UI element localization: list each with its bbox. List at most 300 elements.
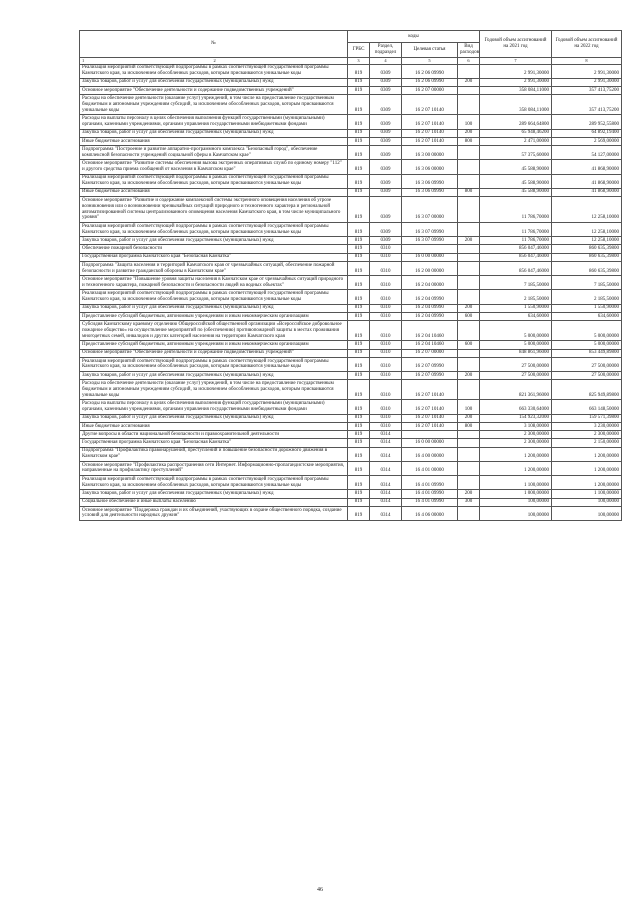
cell-name: Расходы на выплаты персоналу в целях обеспечения выполнения функций государственными (муниципальными) органами, казенными учреждениями, органами управления государственными внебюджетными фондами — [80, 400, 348, 414]
cell-amount-2022: 3 230,00000 — [552, 422, 622, 430]
cell-amount-2021: 100,00000 — [480, 498, 552, 506]
cell-name: Расходы на обеспечение деятельности (оказание услуг) учреждений, в том числе на предоставление государственным бюджетным и автономным учреждениям субсидий, за исключением обособленных расходов, которым присваиваются уникальные коды — [80, 380, 348, 400]
cell-razdel: 0309 — [370, 174, 402, 188]
cell-target-article: 16 3 06 09990 — [402, 174, 458, 188]
col-num: 3 — [348, 57, 370, 64]
header-csr: Целевая статья — [402, 43, 458, 57]
cell-razdel: 0309 — [370, 160, 402, 174]
cell-razdel: 0310 — [370, 290, 402, 304]
cell-target-article: 16 2 04 10460 — [402, 341, 458, 349]
cell-name: Государственная программа Камчатского края "Безопасная Камчатка" — [80, 439, 348, 447]
cell-razdel: 0310 — [370, 380, 402, 400]
table-row — [80, 188, 622, 196]
cell-grbs: 819 — [348, 137, 370, 145]
cell-target-article: 16 2 07 10140 — [402, 137, 458, 145]
cell-amount-2021: 45 588,90000 — [480, 160, 552, 174]
cell-name: Предоставление субсидий бюджетным, автономным учреждениям и иным некоммерческим организациям — [80, 341, 348, 349]
cell-name: Подпрограмма "Защита населения и территорий Камчатского края от чрезвычайных ситуаций, обеспечение пожарной безопасности и развитие гражданской обороны в Камчатском крае" — [80, 262, 348, 276]
cell-target-article: 16 2 04 00000 — [402, 276, 458, 290]
cell-expense-type — [458, 290, 480, 304]
cell-amount-2021: 848 861,96000 — [480, 349, 552, 357]
table-row — [80, 414, 622, 422]
cell-target-article: 16 2 06 09990 — [402, 78, 458, 86]
cell-expense-type: 600 — [458, 312, 480, 320]
cell-expense-type: 200 — [458, 237, 480, 245]
cell-target-article: 16 2 04 09990 — [402, 304, 458, 312]
cell-name: Иные бюджетные ассигнования — [80, 188, 348, 196]
header-razdel: Раздел, подраздел — [370, 43, 402, 57]
table-row — [80, 321, 622, 341]
cell-amount-2021: 1 200,00000 — [480, 447, 552, 461]
cell-grbs: 819 — [348, 64, 370, 78]
table-row — [80, 87, 622, 95]
cell-amount-2022: 41 868,90000 — [552, 188, 622, 196]
table-row — [80, 506, 622, 520]
cell-grbs: 819 — [348, 357, 370, 371]
cell-amount-2021: 11 786,70000 — [480, 197, 552, 223]
table-row — [80, 312, 622, 320]
cell-amount-2022: 41 868,90000 — [552, 174, 622, 188]
cell-amount-2022: 853 449,89800 — [552, 349, 622, 357]
cell-target-article: 16 4 01 09990 — [402, 490, 458, 498]
col-num: 5 — [402, 57, 458, 64]
cell-name: Предоставление субсидий бюджетным, автономным учреждениям и иным некоммерческим организациям — [80, 312, 348, 320]
cell-expense-type — [458, 146, 480, 160]
cell-amount-2021: 11 786,70000 — [480, 237, 552, 245]
cell-grbs: 819 — [348, 87, 370, 95]
cell-amount-2022: 860 635,39800 — [552, 262, 622, 276]
cell-amount-2022: 27 500,00000 — [552, 357, 622, 371]
cell-grbs: 819 — [348, 174, 370, 188]
cell-amount-2021: 634,60000 — [480, 312, 552, 320]
cell-razdel: 0309 — [370, 137, 402, 145]
table-row — [80, 490, 622, 498]
table-row — [80, 174, 622, 188]
cell-expense-type — [458, 245, 480, 253]
cell-amount-2022: 27 500,00000 — [552, 372, 622, 380]
cell-amount-2021: 2 991,30000 — [480, 64, 552, 78]
table-row — [80, 422, 622, 430]
cell-amount-2021: 1 100,00000 — [480, 476, 552, 490]
cell-grbs: 819 — [348, 146, 370, 160]
cell-name: Основное мероприятие "Обеспечение деятельности и содержание подведомственных учреждений" — [80, 349, 348, 357]
cell-grbs: 819 — [348, 461, 370, 475]
col-num: 4 — [370, 57, 402, 64]
cell-expense-type: 200 — [458, 78, 480, 86]
cell-razdel: 0310 — [370, 304, 402, 312]
cell-name: Иные бюджетные ассигнования — [80, 422, 348, 430]
cell-amount-2022: 5 000,00000 — [552, 321, 622, 341]
cell-grbs: 819 — [348, 321, 370, 341]
cell-target-article: 16 4 06 00000 — [402, 506, 458, 520]
cell-amount-2022: 100,00000 — [552, 498, 622, 506]
cell-razdel: 0310 — [370, 357, 402, 371]
cell-amount-2022: 12 258,10000 — [552, 237, 622, 245]
cell-amount-2022: 159 571,39800 — [552, 414, 622, 422]
table-row — [80, 223, 622, 237]
cell-amount-2022: 2 300,00000 — [552, 431, 622, 439]
cell-target-article: 16 2 07 10140 — [402, 400, 458, 414]
cell-expense-type — [458, 262, 480, 276]
table-row — [80, 439, 622, 447]
cell-target-article: 16 3 06 09990 — [402, 188, 458, 196]
cell-grbs: 819 — [348, 447, 370, 461]
cell-razdel: 0310 — [370, 262, 402, 276]
cell-amount-2021: 289 664,64800 — [480, 115, 552, 129]
cell-razdel: 0314 — [370, 476, 402, 490]
header-2022: Годовой объем ассигнований на 2022 год — [552, 31, 622, 58]
cell-grbs: 819 — [348, 476, 370, 490]
cell-expense-type — [458, 461, 480, 475]
budget-sheet — [79, 30, 621, 521]
cell-grbs: 819 — [348, 129, 370, 137]
cell-target-article: 16 2 04 10460 — [402, 321, 458, 341]
col-num: 7 — [480, 57, 552, 64]
col-num: 8 — [552, 57, 622, 64]
col-num: 6 — [458, 57, 480, 64]
table-row — [80, 290, 622, 304]
cell-grbs: 819 — [348, 400, 370, 414]
cell-amount-2021: 5 000,00000 — [480, 341, 552, 349]
cell-amount-2022: 1 200,00000 — [552, 476, 622, 490]
cell-name: Обеспечение пожарной безопасности — [80, 245, 348, 253]
header-2021: Годовой объем ассигнований на 2021 год — [480, 31, 552, 58]
cell-grbs: 819 — [348, 95, 370, 115]
cell-target-article — [402, 245, 458, 253]
cell-grbs: 819 — [348, 276, 370, 290]
table-row — [80, 95, 622, 115]
cell-amount-2021: 1 000,00000 — [480, 490, 552, 498]
cell-name: Расходы на обеспечение деятельности (оказание услуг) учреждений, в том числе на предоставление государственным бюджетным и автономным учреждениям субсидий, за исключением обособленных расходов, которым присваиваются уникальные коды — [80, 95, 348, 115]
cell-expense-type — [458, 357, 480, 371]
cell-razdel: 0314 — [370, 431, 402, 439]
cell-amount-2021: 1 200,00000 — [480, 461, 552, 475]
cell-amount-2021: 57 375,60000 — [480, 146, 552, 160]
cell-amount-2022: 825 949,89800 — [552, 380, 622, 400]
table-row — [80, 115, 622, 129]
cell-grbs: 819 — [348, 372, 370, 380]
cell-amount-2022: 634,60000 — [552, 312, 622, 320]
cell-amount-2021: 358 084,11000 — [480, 95, 552, 115]
cell-razdel: 0314 — [370, 490, 402, 498]
cell-target-article: 16 3 07 09990 — [402, 223, 458, 237]
cell-target-article: 16 2 07 00000 — [402, 87, 458, 95]
cell-grbs: 819 — [348, 439, 370, 447]
cell-amount-2021: 358 084,11000 — [480, 87, 552, 95]
cell-name: Закупка товаров, работ и услуг для обеспечения государственных (муниципальных) нужд — [80, 490, 348, 498]
cell-razdel: 0309 — [370, 223, 402, 237]
cell-amount-2022: 663 148,50000 — [552, 400, 622, 414]
cell-expense-type — [458, 506, 480, 520]
cell-expense-type: 100 — [458, 400, 480, 414]
cell-name: Социальное обеспечение и иные выплаты населению — [80, 498, 348, 506]
cell-expense-type — [458, 64, 480, 78]
table-row — [80, 498, 622, 506]
cell-razdel: 0309 — [370, 78, 402, 86]
cell-expense-type — [458, 349, 480, 357]
cell-amount-2021: 2 300,00000 — [480, 439, 552, 447]
cell-expense-type — [458, 95, 480, 115]
cell-razdel: 0310 — [370, 400, 402, 414]
cell-razdel: 0309 — [370, 197, 402, 223]
cell-expense-type — [458, 253, 480, 261]
cell-razdel: 0310 — [370, 422, 402, 430]
table-row — [80, 146, 622, 160]
cell-amount-2021: 7 185,50000 — [480, 276, 552, 290]
cell-name: Подпрограмма "Построение и развитие аппаратно-программного комплекса "Безопасный город", обеспечение комплексной безопасности учреждений социальной сферы в Камчатском крае" — [80, 146, 348, 160]
cell-name: Закупка товаров, работ и услуг для обеспечения государственных (муниципальных) нужд — [80, 414, 348, 422]
cell-grbs: 819 — [348, 422, 370, 430]
cell-amount-2022: 12 258,10000 — [552, 223, 622, 237]
cell-grbs: 819 — [348, 78, 370, 86]
cell-target-article: 16 2 07 10140 — [402, 414, 458, 422]
cell-expense-type: 600 — [458, 341, 480, 349]
cell-razdel: 0310 — [370, 253, 402, 261]
cell-name: Реализация мероприятий соответствующей подпрограммы в рамках соответствующей государственной программы Камчатского края, за исключением обособленных расходов, которым присваиваются уникальные коды — [80, 476, 348, 490]
table-row — [80, 245, 622, 253]
cell-razdel: 0309 — [370, 87, 402, 95]
cell-expense-type: 200 — [458, 490, 480, 498]
cell-expense-type — [458, 174, 480, 188]
cell-razdel: 0309 — [370, 237, 402, 245]
cell-name: Основное мероприятие "Развитие и содержание комплексной системы экстренного оповещения населения об угрозе возникновения или о возникновении чрезвычайных ситуаций природного и техногенного характера и региональной автоматизированной системы централизованного оповещения населения Камчатского края, в том числе муниципального уровня" — [80, 197, 348, 223]
cell-amount-2022: 1 550,90000 — [552, 304, 622, 312]
cell-amount-2021: 856 047,46000 — [480, 262, 552, 276]
cell-amount-2022: 2 150,00000 — [552, 439, 622, 447]
cell-expense-type: 200 — [458, 372, 480, 380]
cell-amount-2022: 1 100,00000 — [552, 490, 622, 498]
page-number: 46 — [317, 887, 323, 893]
cell-target-article: 16 2 07 10140 — [402, 380, 458, 400]
table-row — [80, 64, 622, 78]
cell-target-article: 16 2 07 10140 — [402, 95, 458, 115]
cell-target-article: 16 2 04 09990 — [402, 290, 458, 304]
table-row — [80, 304, 622, 312]
cell-razdel: 0309 — [370, 129, 402, 137]
cell-grbs: 819 — [348, 431, 370, 439]
cell-grbs: 819 — [348, 506, 370, 520]
cell-target-article: 16 2 06 09990 — [402, 64, 458, 78]
table-row — [80, 461, 622, 475]
table-row — [80, 400, 622, 414]
cell-target-article: 16 0 00 00000 — [402, 253, 458, 261]
cell-expense-type — [458, 160, 480, 174]
table-row — [80, 357, 622, 371]
table-row — [80, 237, 622, 245]
cell-grbs: 819 — [348, 223, 370, 237]
cell-name: Основное мероприятие "Профилактика распространения сети Интернет. Информационно-пропагандистские мероприятия, направленные на профилактику преступлений" — [80, 461, 348, 475]
cell-amount-2021: 856 047,46000 — [480, 253, 552, 261]
cell-amount-2022: 7 185,50000 — [552, 276, 622, 290]
header-grbs: ГРБС — [348, 43, 370, 57]
cell-expense-type — [458, 321, 480, 341]
cell-name: Реализация мероприятий соответствующей подпрограммы в рамках соответствующей государственной программы Камчатского края, за исключением обособленных расходов, которым присваиваются уникальные коды — [80, 223, 348, 237]
cell-amount-2021: 2 185,50000 — [480, 290, 552, 304]
cell-expense-type — [458, 380, 480, 400]
cell-name: Подпрограмма "Профилактика правонарушений, преступлений и повышение безопасности дорожного движения в Камчатском крае" — [80, 447, 348, 461]
cell-razdel: 0309 — [370, 64, 402, 78]
cell-name: Реализация мероприятий соответствующей подпрограммы в рамках соответствующей государственной программы Камчатского края, за исключением обособленных расходов, которым присваиваются уникальные коды — [80, 357, 348, 371]
cell-target-article: 16 2 07 09990 — [402, 357, 458, 371]
cell-amount-2021: 154 923,32000 — [480, 414, 552, 422]
cell-name: Реализация мероприятий соответствующей подпрограммы в рамках соответствующей государственной программы Камчатского края, за исключением обособленных расходов, которым присваиваются уникальные коды — [80, 64, 348, 78]
cell-name: Основное мероприятие "Развитие системы обеспечения вызова экстренных оперативных служб по единому номеру "112" и другого средства приема сообщений от населения в Камчатском крае" — [80, 160, 348, 174]
cell-grbs: 819 — [348, 237, 370, 245]
cell-target-article: 16 0 00 00000 — [402, 439, 458, 447]
cell-name: Закупка товаров, работ и услуг для обеспечения государственных (муниципальных) нужд — [80, 372, 348, 380]
header-codes: коды — [348, 31, 480, 43]
cell-expense-type: 800 — [458, 137, 480, 145]
cell-expense-type: 100 — [458, 115, 480, 129]
cell-amount-2021: 856 047,46000 — [480, 245, 552, 253]
cell-expense-type: 800 — [458, 188, 480, 196]
cell-grbs: 819 — [348, 312, 370, 320]
cell-amount-2022: 2 991,30000 — [552, 64, 622, 78]
cell-amount-2021: 3 108,00000 — [480, 422, 552, 430]
cell-name: Основное мероприятие "Поддержка граждан и их объединений, участвующих в охране общественного порядка, создание условий для деятельности народных дружин" — [80, 506, 348, 520]
cell-amount-2022: 860 635,39800 — [552, 245, 622, 253]
cell-grbs: 819 — [348, 253, 370, 261]
table-row — [80, 372, 622, 380]
cell-expense-type — [458, 431, 480, 439]
cell-expense-type — [458, 476, 480, 490]
cell-amount-2021: 5 000,00000 — [480, 321, 552, 341]
cell-razdel: 0309 — [370, 188, 402, 196]
cell-amount-2021: 11 786,70000 — [480, 223, 552, 237]
cell-amount-2021: 1 550,90000 — [480, 304, 552, 312]
cell-expense-type — [458, 447, 480, 461]
cell-amount-2022: 1 200,00000 — [552, 461, 622, 475]
cell-grbs: 819 — [348, 160, 370, 174]
cell-target-article: 16 2 04 09990 — [402, 312, 458, 320]
cell-expense-type — [458, 197, 480, 223]
cell-expense-type: 300 — [458, 498, 480, 506]
cell-amount-2021: 821 361,96000 — [480, 380, 552, 400]
table-row — [80, 476, 622, 490]
cell-name: Государственная программа Камчатского края "Безопасная Камчатка" — [80, 253, 348, 261]
cell-grbs: 819 — [348, 197, 370, 223]
table-body — [80, 64, 622, 520]
cell-amount-2021: 2 991,30000 — [480, 78, 552, 86]
table-row — [80, 129, 622, 137]
cell-amount-2022: 289 952,55800 — [552, 115, 622, 129]
cell-razdel: 0314 — [370, 439, 402, 447]
table-row — [80, 137, 622, 145]
cell-expense-type: 200 — [458, 304, 480, 312]
cell-target-article: 16 2 07 10140 — [402, 422, 458, 430]
cell-target-article: 16 2 07 10140 — [402, 115, 458, 129]
table-row — [80, 380, 622, 400]
cell-name: Закупка товаров, работ и услуг для обеспечения государственных (муниципальных) нужд — [80, 237, 348, 245]
cell-name: Реализация мероприятий соответствующей подпрограммы в рамках соответствующей государственной программы Камчатского края, за исключением обособленных расходов, которым присваиваются уникальные коды — [80, 174, 348, 188]
cell-expense-type: 800 — [458, 422, 480, 430]
cell-name: Иные бюджетные ассигнования — [80, 137, 348, 145]
cell-name: Реализация мероприятий соответствующей подпрограммы в рамках соответствующей государственной программы Камчатского края, за исключением обособленных расходов, которым присваиваются уникальные коды — [80, 290, 348, 304]
cell-razdel: 0314 — [370, 498, 402, 506]
cell-grbs: 819 — [348, 115, 370, 129]
col-num: 1 2 — [80, 57, 348, 64]
cell-target-article: 16 3 00 00000 — [402, 146, 458, 160]
cell-amount-2021: 65 948,46200 — [480, 129, 552, 137]
cell-amount-2022: 41 868,90000 — [552, 160, 622, 174]
table-row — [80, 262, 622, 276]
cell-name: Закупка товаров, работ и услуг для обеспечения государственных (муниципальных) нужд — [80, 78, 348, 86]
cell-amount-2021: 27 500,00000 — [480, 372, 552, 380]
cell-expense-type: 200 — [458, 414, 480, 422]
cell-razdel: 0310 — [370, 245, 402, 253]
cell-name: Другие вопросы в области национальной безопасности и правоохранительной деятельности — [80, 431, 348, 439]
table-row — [80, 349, 622, 357]
cell-razdel: 0310 — [370, 372, 402, 380]
cell-razdel: 0309 — [370, 146, 402, 160]
cell-razdel: 0314 — [370, 506, 402, 520]
cell-name: Закупка товаров, работ и услуг для обеспечения государственных (муниципальных) нужд — [80, 129, 348, 137]
cell-amount-2021: 27 500,00000 — [480, 357, 552, 371]
cell-grbs: 819 — [348, 245, 370, 253]
cell-name: Субсидия Камчатскому краевому отделению Общероссийской общественной организации «Всероссийское добровольное пожарное общество» на осуществление мероприятий по (обеспечению) противопожарной защиты в местах проживания многодетных семей, инвалидов и других категорий населения на территории Камчатского края — [80, 321, 348, 341]
cell-amount-2021: 663 330,64000 — [480, 400, 552, 414]
cell-amount-2022: 860 635,39800 — [552, 253, 622, 261]
cell-target-article: 16 2 00 00000 — [402, 262, 458, 276]
header-vr: Вид расходов — [458, 43, 480, 57]
cell-amount-2022: 357 413,75200 — [552, 87, 622, 95]
table-row — [80, 160, 622, 174]
table-row — [80, 431, 622, 439]
cell-amount-2021: 45 588,90000 — [480, 174, 552, 188]
cell-amount-2022: 2 991,30000 — [552, 78, 622, 86]
cell-razdel: 0310 — [370, 349, 402, 357]
cell-target-article: 16 2 07 00000 — [402, 349, 458, 357]
cell-grbs: 819 — [348, 188, 370, 196]
cell-expense-type: 200 — [458, 129, 480, 137]
table-row — [80, 253, 622, 261]
cell-amount-2021: 2 471,00000 — [480, 137, 552, 145]
cell-grbs: 819 — [348, 490, 370, 498]
cell-razdel: 0310 — [370, 276, 402, 290]
cell-name: Расходы на выплаты персоналу в целях обеспечения выполнения функций государственными (муниципальными) органами, казенными учреждениями, органами управления государственными внебюджетными фондами — [80, 115, 348, 129]
cell-target-article: 16 2 07 10140 — [402, 129, 458, 137]
budget-table — [79, 30, 622, 521]
cell-razdel: 0314 — [370, 461, 402, 475]
cell-grbs: 819 — [348, 498, 370, 506]
table-row — [80, 197, 622, 223]
cell-target-article: 16 3 07 00000 — [402, 197, 458, 223]
cell-expense-type — [458, 223, 480, 237]
cell-amount-2022: 54 127,00000 — [552, 146, 622, 160]
column-number-row — [80, 57, 622, 64]
cell-grbs: 819 — [348, 290, 370, 304]
cell-razdel: 0314 — [370, 447, 402, 461]
cell-amount-2021: 100,00000 — [480, 506, 552, 520]
cell-grbs: 819 — [348, 341, 370, 349]
header-name — [80, 31, 348, 58]
cell-amount-2022: 357 413,75200 — [552, 95, 622, 115]
cell-target-article: 16 4 00 00000 — [402, 447, 458, 461]
cell-grbs: 819 — [348, 380, 370, 400]
cell-expense-type — [458, 276, 480, 290]
cell-target-article: 16 4 01 09990 — [402, 476, 458, 490]
cell-expense-type — [458, 439, 480, 447]
cell-razdel: 0310 — [370, 321, 402, 341]
cell-amount-2022: 64 892,19400 — [552, 129, 622, 137]
cell-amount-2022: 12 258,10000 — [552, 197, 622, 223]
cell-name: Основное мероприятие "Обеспечение деятельности и содержание подведомственных учреждений" — [80, 87, 348, 95]
cell-grbs: 819 — [348, 262, 370, 276]
cell-amount-2022: 2 185,50000 — [552, 290, 622, 304]
cell-target-article: 16 3 06 00000 — [402, 160, 458, 174]
cell-amount-2022: 100,00000 — [552, 506, 622, 520]
cell-expense-type — [458, 87, 480, 95]
